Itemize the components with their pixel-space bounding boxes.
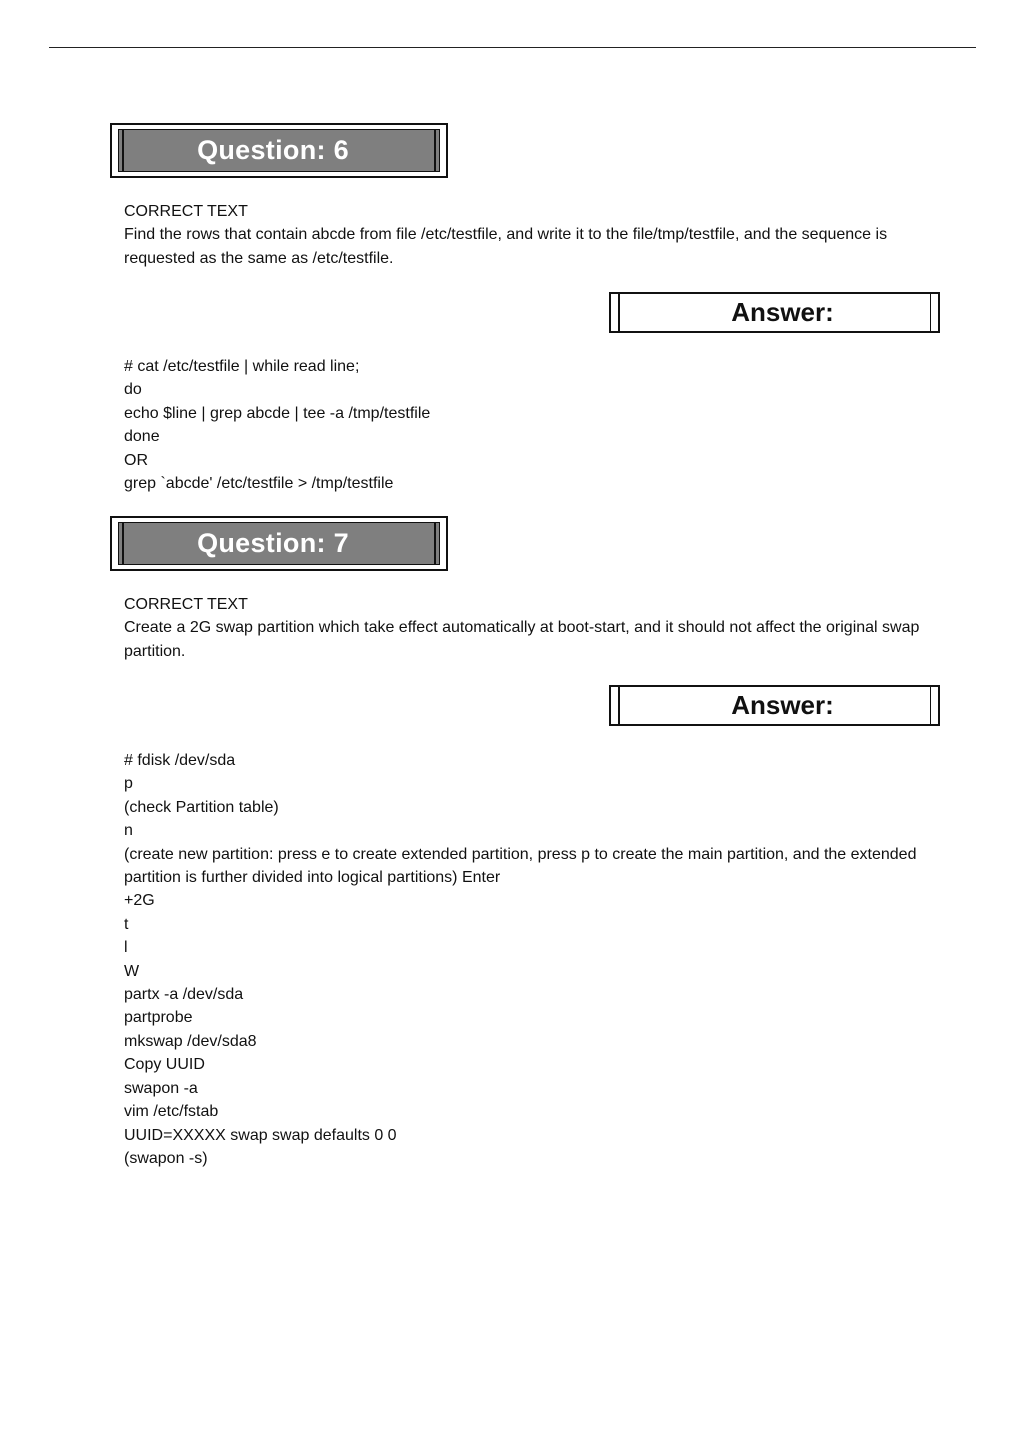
answer-line: t — [124, 915, 129, 933]
question-6-answer-header — [609, 292, 940, 333]
answer-line: partx -a /dev/sda — [124, 986, 244, 1004]
answer-line: +2G — [124, 892, 155, 910]
answer-line: UUID=XXXXX swap swap defaults 0 0 — [124, 1126, 397, 1144]
question-7-answer-body — [124, 749, 944, 1170]
answer-line: OR — [124, 451, 148, 469]
answer-line: (swapon -s) — [124, 1149, 208, 1167]
question-6-prompt: Find the rows that contain abcde from file /etc/testfile, and write it to the file/tmp/testfile, and the sequence is requested as the same as /etc/testfile. — [124, 226, 892, 267]
answer-line: vim /etc/fstab — [124, 1103, 219, 1121]
answer-line: done — [124, 428, 160, 446]
answer-line: l — [124, 939, 128, 957]
question-7-header-fill — [118, 522, 440, 565]
answer-line: partprobe — [124, 1009, 193, 1027]
question-7-answer-header — [609, 685, 940, 726]
answer-line: Copy UUID — [124, 1056, 205, 1074]
answer-line: mkswap /dev/sda8 — [124, 1032, 257, 1050]
top-rule — [49, 47, 976, 48]
answer-line: p — [124, 775, 133, 793]
answer-line: # cat /etc/testfile | while read line; — [124, 358, 360, 375]
answer-line: W — [124, 962, 140, 980]
answer-line: do — [124, 381, 142, 399]
question-6-header — [110, 123, 448, 178]
answer-line: (create new partition: press e to create extended partition, press p to create the main partition, and the extended partition is further divided into logical partitions) Enter — [124, 845, 921, 887]
question-6-body — [124, 200, 944, 270]
answer-line: # fdisk /dev/sda — [124, 752, 236, 769]
answer-line: swapon -a — [124, 1079, 198, 1097]
question-7-header — [110, 516, 448, 571]
question-6-header-fill — [118, 129, 440, 172]
question-6-answer-body — [124, 355, 944, 495]
question-7-answer-label: Answer: — [731, 690, 834, 720]
question-6-answer-label: Answer: — [731, 297, 834, 327]
question-6-title: Question: 6 — [197, 135, 349, 165]
question-7-title: Question: 7 — [197, 528, 349, 558]
question-6-type: CORRECT TEXT — [124, 203, 248, 220]
answer-line: (check Partition table) — [124, 798, 279, 816]
question-7-type: CORRECT TEXT — [124, 596, 248, 613]
answer-line: echo $line | grep abcde | tee -a /tmp/testfile — [124, 404, 431, 422]
question-7-body — [124, 593, 944, 663]
answer-line: n — [124, 822, 133, 840]
answer-line: grep `abcde' /etc/testfile > /tmp/testfile — [124, 475, 394, 493]
question-7-prompt: Create a 2G swap partition which take effect automatically at boot-start, and it should not affect the original swap partition. — [124, 619, 924, 660]
